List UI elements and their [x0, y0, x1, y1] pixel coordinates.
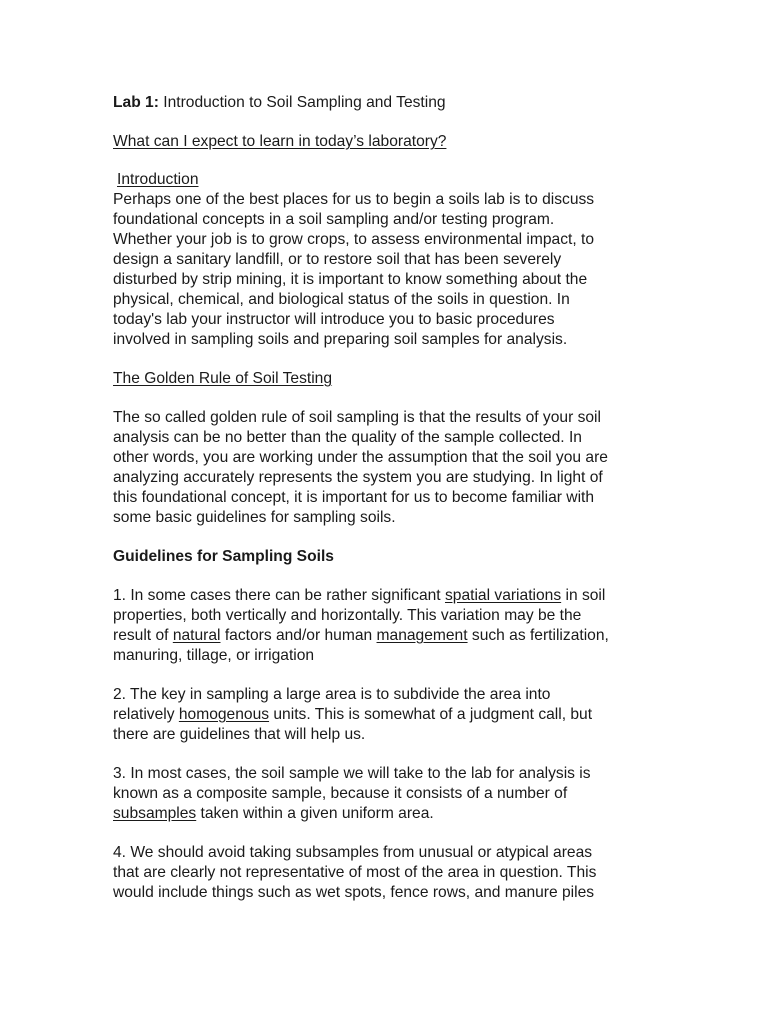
underlined-term-subsamples: subsamples	[113, 805, 197, 822]
golden-rule-line: analysis can be no better than the quality of the sample collected. In	[113, 429, 582, 446]
guideline-line: known as a composite sample, because it consists of a number of	[113, 785, 568, 802]
guideline-item-2	[113, 685, 653, 745]
introduction-line: design a sanitary landfill, or to restore soil that has been severely	[113, 251, 562, 268]
guideline-line: that are clearly not representative of most of the area in question. This	[113, 864, 597, 881]
introduction-line: disturbed by strip mining, it is important to know something about the	[113, 271, 588, 288]
learning-question-text: What can I expect to learn in today’s laboratory?	[113, 133, 447, 150]
introduction-section	[113, 170, 653, 350]
guidelines-heading: Guidelines for Sampling Soils	[113, 548, 334, 565]
golden-rule-line: The so called golden rule of soil sampling is that the results of your soil	[113, 409, 601, 426]
golden-rule-heading-text: The Golden Rule of Soil Testing	[113, 370, 333, 387]
underlined-term-homogenous: homogenous	[178, 706, 270, 723]
guideline-item-4	[113, 843, 653, 903]
guideline-text: in soil	[561, 587, 606, 604]
golden-rule-line: analyzing accurately represents the system you are studying. In light of	[113, 469, 603, 486]
introduction-line: Perhaps one of the best places for us to begin a soils lab is to discuss	[113, 191, 595, 208]
underlined-term-management: management	[376, 627, 468, 644]
guideline-line	[113, 586, 653, 606]
lab-title	[113, 93, 653, 113]
guideline-line: would include things such as wet spots, fence rows, and manure piles	[113, 884, 595, 901]
guideline-text: units. This is somewhat of a judgment call, but	[269, 706, 593, 723]
guideline-item-3	[113, 764, 653, 824]
guideline-text: such as fertilization,	[467, 627, 609, 644]
golden-rule-heading	[113, 369, 653, 389]
guideline-text: taken within a given uniform area.	[196, 805, 434, 822]
introduction-line: physical, chemical, and biological status of the soils in question. In	[113, 291, 570, 308]
guideline-line: there are guidelines that will help us.	[113, 726, 366, 743]
lab-number-label: Lab 1:	[113, 94, 159, 111]
introduction-line: foundational concepts in a soil sampling and/or testing program.	[113, 211, 555, 228]
learning-question	[113, 132, 653, 152]
guideline-line: manuring, tillage, or irrigation	[113, 647, 315, 664]
golden-rule-line: other words, you are working under the assumption that the soil you are	[113, 449, 608, 466]
guideline-line: 2. The key in sampling a large area is to subdivide the area into	[113, 686, 551, 703]
lab-title-text: Introduction to Soil Sampling and Testing	[158, 94, 446, 111]
introduction-heading	[113, 170, 653, 190]
guideline-item-1	[113, 586, 653, 666]
guideline-line	[113, 626, 653, 646]
guideline-line	[113, 804, 653, 824]
introduction-line: Whether your job is to grow crops, to assess environmental impact, to	[113, 231, 595, 248]
guideline-text: 1. In some cases there can be rather significant	[113, 587, 445, 604]
golden-rule-line: some basic guidelines for sampling soils.	[113, 509, 396, 526]
introduction-line: involved in sampling soils and preparing soil samples for analysis.	[113, 331, 568, 348]
document-page	[113, 93, 653, 903]
guideline-line: properties, both vertically and horizontally. This variation may be the	[113, 607, 582, 624]
guideline-line: 4. We should avoid taking subsamples from unusual or atypical areas	[113, 844, 593, 861]
golden-rule-line: this foundational concept, it is important for us to become familiar with	[113, 489, 595, 506]
underlined-term-natural: natural	[172, 627, 221, 644]
introduction-line: today's lab your instructor will introduce you to basic procedures	[113, 311, 555, 328]
golden-rule-section	[113, 369, 653, 528]
guideline-line: 3. In most cases, the soil sample we will take to the lab for analysis is	[113, 765, 591, 782]
guideline-text: factors and/or human	[220, 627, 377, 644]
guideline-line	[113, 705, 653, 725]
introduction-heading-text: Introduction	[117, 171, 199, 188]
guideline-text: result of	[113, 627, 173, 644]
underlined-term-spatial-variations: spatial variations	[444, 587, 562, 604]
guideline-text: relatively	[113, 706, 179, 723]
